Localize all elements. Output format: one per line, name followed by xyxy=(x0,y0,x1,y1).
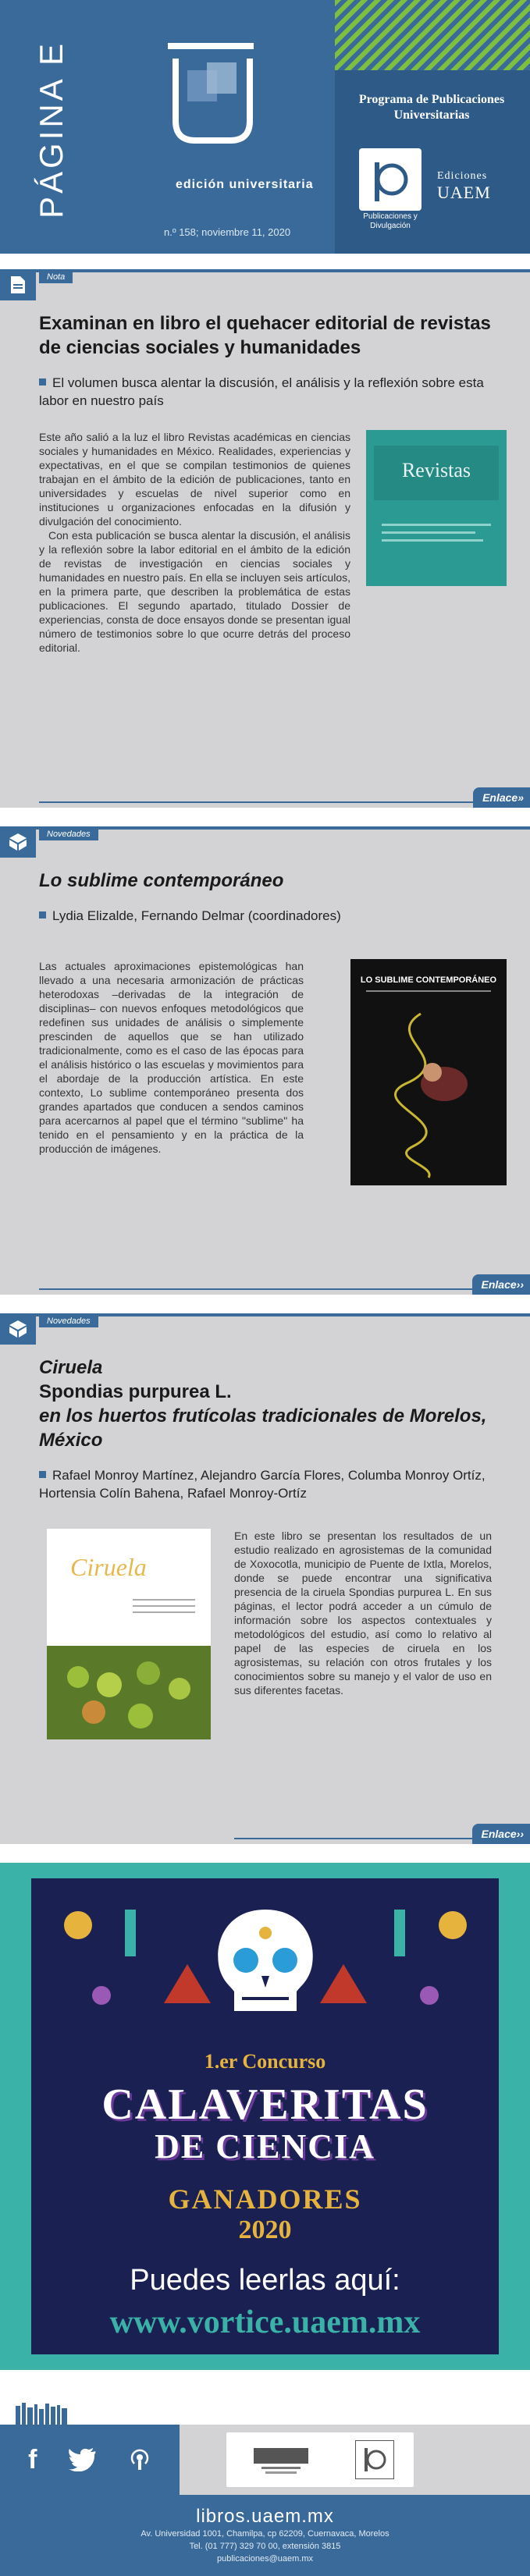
social-links xyxy=(0,2425,180,2495)
footer-logos xyxy=(226,2432,414,2487)
box-icon xyxy=(0,826,36,858)
article-authors: Rafael Monroy Martínez, Alejandro García Flores, Columba Monroy Ortíz, Hortensia Colín Bahena, Rafael Monroy-Ortíz xyxy=(39,1468,486,1501)
footer-email[interactable]: publicaciones@uaem.mx xyxy=(216,2554,314,2564)
banner-year: 2020 xyxy=(238,2215,292,2244)
article-title: Lo sublime contemporáneo xyxy=(39,870,284,891)
article-title-line3: en los huertos frutícolas tradicionales de Morelos, México xyxy=(39,1405,487,1451)
footer-address: Av. Universidad 1001, Chamilpa, cp 62209, Cuernavaca, Morelos xyxy=(141,2529,389,2539)
twitter-icon[interactable] xyxy=(69,2448,97,2471)
banner-ganadores: GANADORES xyxy=(168,2183,362,2215)
program-title: Programa de Publicaciones Universitarias xyxy=(358,93,505,122)
article-title: Examinan en libro el quehacer editorial de revistas de ciencias sociales y humanidades xyxy=(39,313,491,358)
footer-top xyxy=(0,2370,530,2425)
section-tag xyxy=(0,269,73,300)
article-body: Las actuales aproximaciones epistemológicas han llevado a una necesaria armonización de prácticas heterodoxas –derivadas de la integración de disciplinas– con nuevos enfoques metodológicos que redefinen sus unidades de análisis o simplemente prescinden de aquellos que se han utilizado tradicionalmente, como es el caso de las épocas para el análisis histórico o las escuelas y movimientos para el abordaje de la producción artística. En este contexto, Lo sublime contemporáneo presenta dos grandes apartados que conducen a sendos caminos para acercarnos al papel que el término "sublime" ha tenido en el pensamiento y en la práctica de la producción de imágenes. xyxy=(39,960,304,1155)
publicaciones-logo-text: Publicaciones y Divulgación xyxy=(363,212,418,230)
svg-text:Revistas: Revistas xyxy=(401,459,471,481)
article-body: Este año salió a la luz el libro Revistas académicas en ciencias sociales y humanidades en México. Realidades, experiencias y expectativas, en el que se compilan testimonios de quienes trabajan en el ámbito de la edición de publicaciones, tanto en universidades y escuelas de nivel superior como en instituciones u organizaciones enfocadas en la difusión y divulgación del conocimiento. Con esta publicación se busca alentar la discusión, el análisis y la reflexión sobre la labor editorial en el ámbito de la edición de revistas de investigación en ciencias sociales y humanidades en nuestro país. En ella se incluyen seis artículos, en la primera parte, que describen la problemática de estas publicaciones. El segundo apartado, titulado Dossier de experiencias, consta de doce ensayos donde se presentan igual número de testimonios sobre lo que ocurre detrás del proceso editorial. xyxy=(39,431,350,654)
article-authors: Lydia Elizalde, Fernando Delmar (coordinadores) xyxy=(39,907,507,925)
issue-number: n.º 158; noviembre 11, 2020 xyxy=(164,226,291,238)
svg-text:Ciruela: Ciruela xyxy=(70,1553,147,1581)
science-decor-icon xyxy=(31,1878,499,2042)
footer-contact xyxy=(0,2495,530,2576)
header-stripes xyxy=(335,0,530,70)
banner-title-calaveritas: CALAVERITAS xyxy=(101,2080,429,2129)
banner-title-ciencia: DE CIENCIA xyxy=(155,2127,375,2166)
site-link[interactable]: libros.uaem.mx xyxy=(196,2506,334,2527)
vortice-url-link[interactable]: www.vortice.uaem.mx xyxy=(109,2304,421,2340)
section-novedades-1 xyxy=(0,826,530,1295)
tag-label: Nota xyxy=(39,271,73,283)
tag-label: Novedades xyxy=(39,828,98,840)
uaem-label: UAEM xyxy=(437,183,491,202)
box-icon xyxy=(0,1313,36,1345)
header-banner xyxy=(0,0,530,254)
facebook-icon[interactable]: f xyxy=(28,2444,37,2475)
footer-band xyxy=(0,2425,530,2495)
enlace-link[interactable]: Enlace» xyxy=(473,787,530,808)
publicaciones-small-logo-icon xyxy=(355,2440,394,2479)
pagina-e-logo-icon xyxy=(144,35,277,152)
enlace-link[interactable]: Enlace›› xyxy=(472,1824,530,1844)
header-vertical-title: PÁGINA E xyxy=(33,40,69,219)
article-body: En este libro se presentan los resultados de un estudio realizado en agrosistemas de la comunidad de Xoxocotla, municipio de Puente de Ixtla, Morelos, donde se puede encontrar una significativa presencia de la ciruela Spondias purpurea L. En sus páginas, el lector podrá acceder a un cúmulo de información sobre los aspectos contextuales y metodológicos del estudio, así como lo relativo al papel de las especies de ciruela en los agrosistemas, su relación con otros frutales y los conocimientos sobre su manejo y el valor de uso en sus diferentes facetas. xyxy=(234,1530,492,1697)
enlace-link[interactable]: Enlace›› xyxy=(472,1274,530,1295)
header-subtitle: edición universitaria xyxy=(176,178,314,191)
document-icon xyxy=(0,269,36,300)
ediciones-uaem xyxy=(437,170,491,203)
publicaciones-logo-icon xyxy=(359,148,422,211)
book-cover-revistas[interactable] xyxy=(366,430,507,655)
tag-label: Novedades xyxy=(39,1315,98,1327)
podcast-icon[interactable] xyxy=(128,2448,151,2471)
section-tag xyxy=(0,826,98,858)
footer-phone: Tel. (01 777) 329 70 00, extensión 3815 xyxy=(189,2542,341,2551)
section-nota xyxy=(0,269,530,808)
banner-read-here: Puedes leerlas aquí: xyxy=(130,2264,400,2297)
banner-contest: 1.er Concurso xyxy=(204,2050,326,2073)
section-tag xyxy=(0,1313,98,1345)
books-icon xyxy=(16,2401,78,2425)
article-title-line2: Spondias purpurea L. xyxy=(39,1381,232,1402)
book-cover-sublime[interactable] xyxy=(350,959,507,1189)
article-subtitle: El volumen busca alentar la discusión, el análisis y la reflexión sobre esta labor en nuestro país xyxy=(39,375,484,408)
svg-text:LO SUBLIME CONTEMPORÁNEO: LO SUBLIME CONTEMPORÁNEO xyxy=(360,975,497,985)
article-title-line1: Ciruela xyxy=(39,1357,103,1378)
ediciones-label: Ediciones xyxy=(437,170,488,182)
section-novedades-2 xyxy=(0,1313,530,1844)
book-cover-ciruela[interactable] xyxy=(47,1529,211,1743)
calaveritas-banner[interactable] xyxy=(0,1863,530,2370)
uaem-logo-icon xyxy=(246,2440,316,2479)
